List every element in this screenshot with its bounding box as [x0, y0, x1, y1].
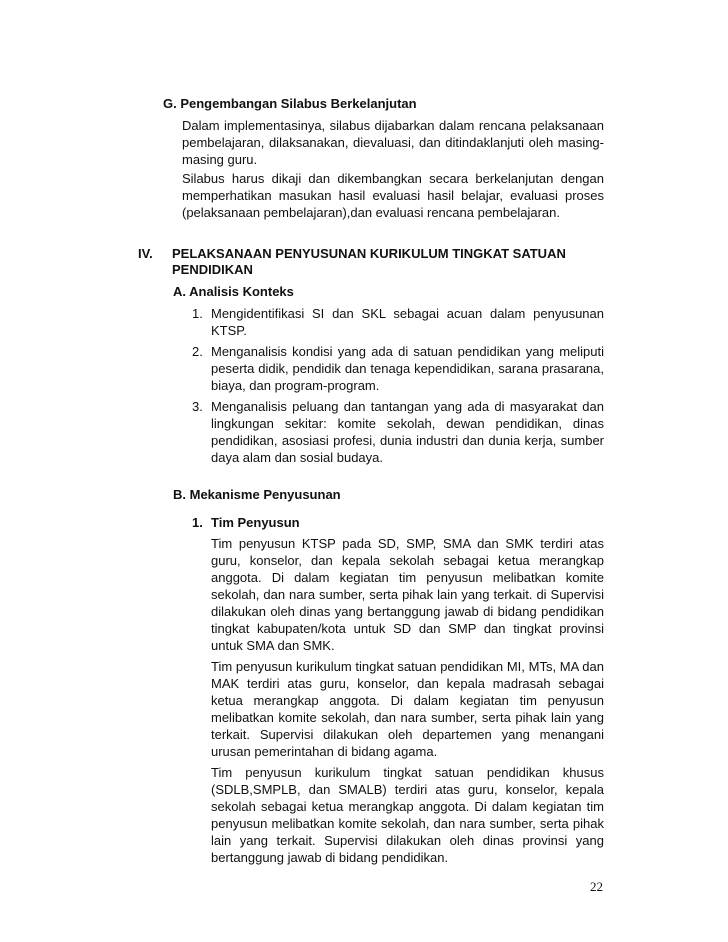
list-item-text: Mengidentifikasi SI dan SKL sebagai acuan dalam penyusunan KTSP.	[211, 306, 604, 338]
list-item-number: 3.	[192, 399, 203, 414]
page-number: 22	[590, 879, 603, 894]
chapter-iv-heading	[138, 246, 604, 278]
section-a-heading: A. Analisis Konteks	[173, 284, 294, 299]
body-paragraph: Tim penyusun KTSP pada SD, SMP, SMA dan SMK terdiri atas guru, konselor, dan kepala sekolah sebagai ketua merangkap anggota. Di dalam kegiatan tim penyusun melibatkan komite sekolah, dan nara sumber, serta pihak lain yang terkait. di Supervisi dilakukan oleh dinas yang bertanggung jawab di bidang pendidikan tingkat kabupaten/kota untuk SD dan SMP dan tingkat provinsi untuk SMA dan SMK.	[211, 536, 604, 653]
list-item-number: 2.	[192, 344, 203, 359]
subsection-tim-penyusun	[192, 515, 604, 531]
section-b-heading: B. Mekanisme Penyusunan	[173, 487, 341, 502]
list-item-text: Menganalisis kondisi yang ada di satuan pendidikan yang meliputi peserta didik, pendidik dan tenaga kependidikan, sarana prasarana, biaya, dan program-program.	[211, 344, 604, 393]
subsection-number: 1.	[192, 515, 203, 530]
section-g-paragraph-2: Silabus harus dikaji dan dikembangkan secara berkelanjutan dengan memperhatikan masukan hasil evaluasi hasil belajar, evaluasi proses (pelaksanaan pembelajaran),dan evaluasi rencana pembelajaran.	[182, 171, 604, 220]
section-g-paragraph-1: Dalam implementasinya, silabus dijabarkan dalam rencana pelaksanaan pembelajaran, dilaksanakan, dievaluasi, dan ditindaklanjuti oleh masing-masing guru.	[182, 118, 604, 167]
subsection-title: Tim Penyusun	[211, 515, 300, 530]
section-g-heading: G. Pengembangan Silabus Berkelanjutan	[163, 96, 417, 111]
chapter-number: IV.	[138, 246, 153, 261]
body-paragraph: Tim penyusun kurikulum tingkat satuan pendidikan MI, MTs, MA dan MAK terdiri atas guru, konselor, dan kepala madrasah sebagai ketua merangkap anggota. Di dalam kegiatan tim penyusun melibatkan komite sekolah, dan nara sumber, serta pihak lain yang terkait. Supervisi dilakukan oleh departemen yang menangani urusan pemerintahan di bidang agama.	[211, 659, 604, 759]
list-item-number: 1.	[192, 306, 203, 321]
list-item-text: Menganalisis peluang dan tantangan yang ada di masyarakat dan lingkungan sekitar: komite sekolah, dewan pendidikan, dinas pendidikan, asosiasi profesi, dunia industri dan dunia kerja, sumber daya alam dan sosial budaya.	[211, 399, 604, 465]
body-paragraph: Tim penyusun kurikulum tingkat satuan pendidikan khusus (SDLB,SMPLB, dan SMALB) terdiri atas guru, konselor, kepala sekolah sebagai ketua merangkap anggota. Di dalam kegiatan tim penyusun melibatkan komite sekolah, dan nara sumber, serta pihak lain yang terkait. Supervisi dilakukan oleh dinas provinsi yang bertanggung jawab di bidang pendidikan.	[211, 765, 604, 865]
chapter-title-line-2: PENDIDIKAN	[172, 262, 253, 277]
list-item	[192, 305, 604, 339]
tim-penyusun-body	[211, 535, 604, 866]
list-item	[192, 398, 604, 466]
list-item	[192, 343, 604, 394]
section-a-list	[192, 305, 604, 466]
chapter-title-line-1: PELAKSANAAN PENYUSUNAN KURIKULUM TINGKAT SATUAN	[172, 246, 566, 261]
